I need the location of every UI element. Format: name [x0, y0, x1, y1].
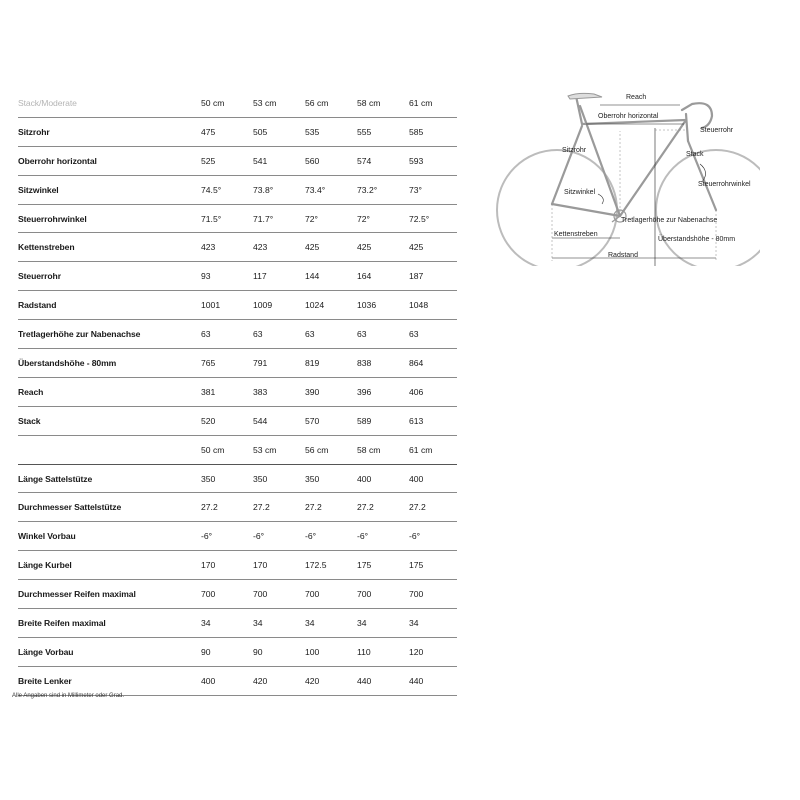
table-cell: -6° [357, 531, 369, 542]
table-cell: 120 [409, 646, 424, 657]
table-cell: 56 cm [305, 444, 329, 455]
table-cell: 525 [201, 155, 216, 166]
table-row [18, 609, 457, 638]
table-cell: 570 [305, 415, 320, 426]
table-cell: 72° [357, 213, 370, 224]
row-label: Breite Reifen maximal [18, 617, 106, 628]
table-cell: 350 [305, 473, 320, 484]
table-cell: 381 [201, 386, 216, 397]
table-cell: 390 [305, 386, 320, 397]
table-cell: 520 [201, 415, 216, 426]
table-cell: 819 [305, 357, 320, 368]
table-cell: 864 [409, 357, 424, 368]
wheelbase-label: Radstand [608, 252, 638, 259]
front-wheel [656, 150, 760, 266]
table-cell: 613 [409, 415, 424, 426]
table-cell: 765 [201, 357, 216, 368]
table-cell: 175 [357, 560, 372, 571]
bike-geometry-diagram [490, 86, 760, 266]
table-cell: 535 [305, 126, 320, 137]
row-label: Länge Kurbel [18, 560, 72, 571]
row-label: Winkel Vorbau [18, 531, 76, 542]
table-header-row [18, 436, 457, 465]
table-cell: 73.4° [305, 184, 326, 195]
table-cell: 34 [305, 617, 315, 628]
table-cell: 34 [253, 617, 263, 628]
saddle [568, 93, 602, 99]
table-cell: 144 [305, 271, 320, 282]
table-row [18, 320, 457, 349]
table-cell: 110 [357, 646, 371, 657]
table-cell: 1001 [201, 300, 221, 311]
table-row [18, 147, 457, 176]
table-cell: 400 [357, 473, 372, 484]
row-label: Radstand [18, 300, 57, 311]
table-cell: 27.2 [357, 502, 374, 513]
table-cell: 58 cm [357, 97, 381, 108]
table-cell: 50 cm [201, 444, 225, 455]
table-cell: 71.7° [253, 213, 274, 224]
table-cell: 505 [253, 126, 268, 137]
geometry-table [18, 89, 457, 696]
row-label: Sitzwinkel [18, 184, 59, 195]
table-cell: 63 [409, 329, 419, 340]
table-cell: 396 [357, 386, 372, 397]
table-cell: 700 [253, 589, 268, 600]
table-cell: 53 cm [253, 97, 277, 108]
table-cell: 475 [201, 126, 216, 137]
table-row [18, 407, 457, 436]
row-label: Tretlagerhöhe zur Nabenachse [18, 329, 141, 340]
row-label: Oberrohr horizontal [18, 155, 97, 166]
table-cell: 440 [357, 675, 372, 686]
top-tube-label: Oberrohr horizontal [598, 113, 659, 120]
table-cell: 589 [357, 415, 372, 426]
table-cell: 400 [409, 473, 424, 484]
table-cell: 700 [201, 589, 216, 600]
table-cell: 50 cm [201, 97, 225, 108]
table-row [18, 349, 457, 378]
table-cell: 72° [305, 213, 318, 224]
head-angle-label: Steuerrohrwinkel [698, 181, 751, 188]
table-cell: -6° [201, 531, 213, 542]
table-cell: 700 [409, 589, 424, 600]
table-cell: 423 [201, 242, 216, 253]
table-cell: 71.5° [201, 213, 222, 224]
table-cell: 425 [409, 242, 424, 253]
row-label: Reach [18, 386, 44, 397]
table-cell: 187 [409, 271, 424, 282]
stack-label: Stack [686, 151, 704, 158]
reach-label: Reach [626, 94, 647, 101]
table-row [18, 118, 457, 147]
table-cell: 63 [253, 329, 263, 340]
table-cell: 585 [409, 126, 424, 137]
table-cell: 73.8° [253, 184, 274, 195]
table-cell: 56 cm [305, 97, 329, 108]
table-cell: 574 [357, 155, 372, 166]
table-cell: 541 [253, 155, 268, 166]
table-cell: 425 [305, 242, 320, 253]
table-cell: 73.2° [357, 184, 378, 195]
footnote: Alle Angaben sind in Millimeter oder Grad. [12, 693, 125, 699]
table-row [18, 465, 457, 494]
table-cell: 420 [305, 675, 320, 686]
table-cell: 700 [357, 589, 372, 600]
table-row [18, 378, 457, 407]
table-row [18, 262, 457, 291]
table-cell: 400 [201, 675, 216, 686]
table-cell: 838 [357, 357, 372, 368]
table-cell: 560 [305, 155, 320, 166]
row-label: Stack/Moderate [18, 97, 77, 108]
table-cell: -6° [253, 531, 265, 542]
table-cell: 73° [409, 184, 422, 195]
table-cell: 350 [201, 473, 216, 484]
table-cell: 61 cm [409, 97, 433, 108]
table-row [18, 580, 457, 609]
table-cell: 555 [357, 126, 372, 137]
row-label: Steuerrohr [18, 271, 61, 282]
row-label: Länge Sattelstütze [18, 473, 93, 484]
table-cell: 74.5° [201, 184, 222, 195]
table-cell: 1048 [409, 300, 429, 311]
table-row [18, 291, 457, 320]
row-label: Steuerrohrwinkel [18, 213, 87, 224]
table-cell: -6° [305, 531, 317, 542]
table-cell: 791 [253, 357, 268, 368]
bb-drop-label: Tretlagerhöhe zur Nabenachse [621, 217, 718, 224]
table-cell: 34 [201, 617, 211, 628]
table-cell: 423 [253, 242, 268, 253]
table-cell: 383 [253, 386, 268, 397]
table-cell: 27.2 [201, 502, 218, 513]
table-cell: 27.2 [409, 502, 426, 513]
row-label: Durchmesser Sattelstütze [18, 502, 122, 513]
table-cell: 27.2 [253, 502, 270, 513]
table-cell: 34 [357, 617, 367, 628]
table-cell: 425 [357, 242, 372, 253]
table-row [18, 233, 457, 262]
table-cell: 53 cm [253, 444, 277, 455]
table-row [18, 551, 457, 580]
table-row [18, 638, 457, 667]
table-header-row [18, 89, 457, 118]
table-cell: 58 cm [357, 444, 381, 455]
table-cell: 1036 [357, 300, 377, 311]
table-cell: 63 [357, 329, 367, 340]
row-label: Überstandshöhe - 80mm [18, 357, 117, 368]
row-label: Stack [18, 415, 41, 426]
table-cell: 440 [409, 675, 424, 686]
table-cell: 90 [201, 646, 211, 657]
row-label: Kettenstreben [18, 242, 75, 253]
table-cell: 544 [253, 415, 268, 426]
table-cell: 34 [409, 617, 419, 628]
table-cell: -6° [409, 531, 421, 542]
rear-wheel [497, 150, 617, 266]
row-label: Breite Lenker [18, 675, 72, 686]
table-cell: 72.5° [409, 213, 430, 224]
table-cell: 350 [253, 473, 268, 484]
table-cell: 164 [357, 271, 372, 282]
table-cell: 93 [201, 271, 211, 282]
table-row [18, 667, 457, 696]
table-cell: 27.2 [305, 502, 322, 513]
row-label: Durchmesser Reifen maximal [18, 589, 136, 600]
table-cell: 63 [201, 329, 211, 340]
table-row [18, 522, 457, 551]
table-row [18, 205, 457, 234]
table-row [18, 493, 457, 522]
chainstays-label: Kettenstreben [554, 231, 598, 238]
table-row [18, 176, 457, 205]
table-cell: 61 cm [409, 444, 433, 455]
table-cell: 172.5 [305, 560, 327, 571]
table-cell: 1024 [305, 300, 325, 311]
table-cell: 170 [201, 560, 216, 571]
standover-label: Überstandshöhe - 80mm [658, 236, 736, 243]
table-cell: 170 [253, 560, 268, 571]
table-cell: 175 [409, 560, 424, 571]
seat-tube-label: Sitzrohr [562, 147, 587, 154]
seat-angle-label: Sitzwinkel [564, 189, 596, 196]
table-cell: 420 [253, 675, 268, 686]
table-cell: 1009 [253, 300, 273, 311]
table-cell: 117 [253, 271, 267, 282]
table-cell: 63 [305, 329, 315, 340]
table-cell: 406 [409, 386, 424, 397]
table-cell: 593 [409, 155, 424, 166]
row-label: Sitzrohr [18, 126, 50, 137]
table-cell: 100 [305, 646, 320, 657]
table-cell: 90 [253, 646, 263, 657]
row-label: Länge Vorbau [18, 646, 74, 657]
head-tube-label: Steuerrohr [700, 127, 734, 134]
table-cell: 700 [305, 589, 320, 600]
